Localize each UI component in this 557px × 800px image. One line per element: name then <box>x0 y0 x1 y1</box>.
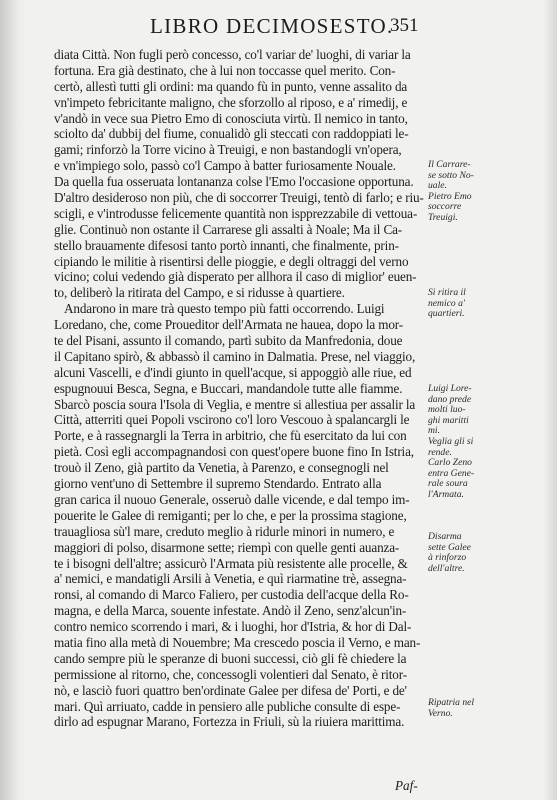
text-line: stello brauamente difesosi tanto portò innanti, che finalmente, prin- <box>54 237 399 253</box>
text-line: il Capitano spirò, & abbassò il camino in Dalmatia. Prese, nel viaggio, <box>54 348 416 364</box>
text-line: v'andò in vece sua Pietro Emo di conosciuta virtù. Il nemico in tanto, <box>54 110 408 126</box>
margin-note-line: sette Galee <box>428 541 471 553</box>
margin-note-line: dell'altre. <box>428 562 465 574</box>
text-line: Città, atterriti quei Popoli vscirono co'l loro Vescouo à spalancargli le <box>54 412 410 428</box>
margin-note-zeno <box>428 458 520 500</box>
text-line: fortuna. Era già destinato, che à lui non toccasse quel merito. Con- <box>54 62 396 78</box>
text-line: permissione al ritorno, che, concessogli volentieri dal Senato, è ritor- <box>54 666 407 682</box>
margin-note-ritira <box>428 288 520 320</box>
text-line: ronsi, al comando di Marco Faliero, per custodia dell'acque della Ro- <box>54 587 409 603</box>
margin-note-line: rende. <box>428 446 452 458</box>
margin-note-line: molti luo- <box>428 404 466 416</box>
margin-note-line: Treuigi. <box>428 211 458 223</box>
margin-note-carrarese <box>428 160 520 224</box>
text-line: gran carica il nuouo Generale, osseruò dalle vicende, e dal tempo im- <box>54 491 410 507</box>
margin-note-line: dano prede <box>428 393 472 405</box>
text-line: glie. Continuò non ostante il Carrarese gli assalti à Noale; Ma il Ca- <box>54 221 403 237</box>
margin-note-disarma <box>428 532 520 574</box>
page-header <box>150 14 540 42</box>
text-line: pietà. Così egli accompagnandosi con quest'opere buone fino In Istria, <box>54 444 414 460</box>
text-line: te del Pisani, assunto il comando, partì subito da Manfredonia, doue <box>54 333 403 349</box>
text-line: vn'impeto febricitante maligno, che sforzollo al riposo, e a' rimedij, e <box>54 94 408 110</box>
margin-note-line: entra Gene- <box>428 467 475 479</box>
margin-note-ripatria <box>428 698 520 719</box>
text-line: dirlo ad espugnar Marano, Fortezza in Friuli, sù la riuiera marittima. <box>54 714 405 730</box>
running-title: LIBRO DECIMOSESTO. <box>150 14 394 38</box>
margin-note-line: Verno. <box>428 707 453 719</box>
text-line: a' nemici, e mandatigli Arsili à Venetia, e quì riarmatine trè, assegna- <box>54 571 407 587</box>
text-line: mari. Quì arriuato, cadde in pensiero alle publiche consulte di espe- <box>54 698 401 714</box>
text-line: trauagliosa sù'l mare, creduto meglio à ridurle minori in numero, e <box>54 523 395 539</box>
text-line: certò, allestì tutti gli ordini: ma quando fù in punto, venne assalito da <box>54 78 408 94</box>
text-line: pouerite le Galee di remiganti; per lo che, e per la prossima stagione, <box>54 507 407 523</box>
text-line: gami; rinforzò la Torre vicino à Treuigi, e non bastandogli vn'opera, <box>54 142 402 158</box>
text-line: magna, e della Marca, souente infestate. Andò il Zeno, senz'alcun'in- <box>54 603 407 619</box>
text-line: te i bisogni dell'altre; assicurò l'Armata più resistente alle procelle, & <box>54 555 408 571</box>
text-line: giorno vent'uno di Settembre il supremo Stendardo. Entrato alla <box>54 476 382 492</box>
margin-note-loredano <box>428 384 520 458</box>
margin-note-line: mi. <box>428 425 440 437</box>
text-line: cipiando le militie à risentirsi delle pioggie, e degli oltraggi del verno <box>54 253 409 269</box>
margin-note-line: Ripatria nel <box>428 697 475 708</box>
text-line: Sbarcò poscia soura l'Isola di Veglia, e mentre si allestiua per assalir la <box>54 396 416 412</box>
text-line: contro nemico scorrendo i mari, & i luoghi, hor d'Istria, & hor di Dal- <box>54 619 412 635</box>
margin-note-line: Pietro Emo <box>428 190 472 202</box>
text-line: scigli, e v'introdusse felicemente quantità non ispprezzabile di vettoua- <box>54 205 418 221</box>
text-line: matia fino alla metà di Nouembre; Ma crescedo poscia il Verno, e man- <box>54 634 421 650</box>
margin-note-line: Il Carrare- <box>428 159 471 170</box>
text-line: sciolto da' dubbij del fiume, conualidò gli steccati con raddoppiati le- <box>54 126 409 142</box>
page-number: 351 <box>390 15 419 36</box>
paragraph-start-line: Andarono in mare trà questo tempo più fatti occorrendo. Luigi <box>64 301 385 317</box>
margin-note-line: l'Armata. <box>428 488 464 500</box>
margin-note-line: Carlo Zeno <box>428 457 472 468</box>
text-line: nò, e lasciò fuori quattro ben'ordinate Galee per difesa de' Porti, e de' <box>54 682 407 698</box>
text-line: Loredano, che, come Proueditor dell'Armata ne haueа, dopo la mor- <box>54 317 404 333</box>
margin-note-line: Disarma <box>428 531 462 542</box>
text-line: e vn'impiego solo, passò co'l Campo à batter furiosamente Nouale. <box>54 158 396 174</box>
text-line: alcuni Vascelli, e d'indi giunto in quell'acque, si appoggiò alle riue, ed <box>54 364 412 380</box>
body-text <box>54 47 434 730</box>
text-line: to, deliberò la ritirata del Campo, e si ridusse à quartiere. <box>54 285 345 301</box>
margin-note-line: Veglia gli si <box>428 435 474 447</box>
margin-note-line: Luigi Lore- <box>428 383 472 394</box>
margin-note-line: Si ritira il <box>428 287 466 298</box>
margin-note-line: quartieri. <box>428 308 465 320</box>
margin-note-line: soccorre <box>428 201 462 213</box>
margin-note-line: uale. <box>428 180 447 192</box>
text-line: Porte, e à rassegnargli la Terra in arbitrio, che fù esercitato da lui con <box>54 428 407 444</box>
text-line: Da quella fua osseruata lontananza colse l'Emo l'occasione opportuna. <box>54 174 414 190</box>
text-line: espugnouui Besca, Segna, e Buccari, mandandole tutte alle fiamme. <box>54 380 403 396</box>
margin-note-line: rale soura <box>428 478 468 490</box>
text-line: D'altro desideroso non più, che di soccorrer Treuigi, tentò di farlo; e riu- <box>54 190 424 206</box>
text-line: cando sempre più le speranze di buoni successi, ciò gli fè chiedere la <box>54 650 407 666</box>
margin-note-line: se sotto No- <box>428 169 474 181</box>
catchword: Paf- <box>395 778 418 793</box>
text-line: diata Città. Non fugli però concesso, co'l variar de' luoghi, di variar la <box>54 47 411 62</box>
margin-note-line: ghi maritti <box>428 414 469 426</box>
margin-note-line: à rinforzo <box>428 552 467 564</box>
text-line: vicino; colui vedendo già disperato per allhora il caso di miglior' euen- <box>54 269 417 285</box>
text-line: maggiori di polso, disarmone sette; riempì con quelle genti auanza- <box>54 539 400 555</box>
margin-note-line: nemico a' <box>428 297 465 309</box>
text-line: trouò il Zeno, già partito da Venetia, à Parenzo, e consegnogli nel <box>54 460 389 476</box>
